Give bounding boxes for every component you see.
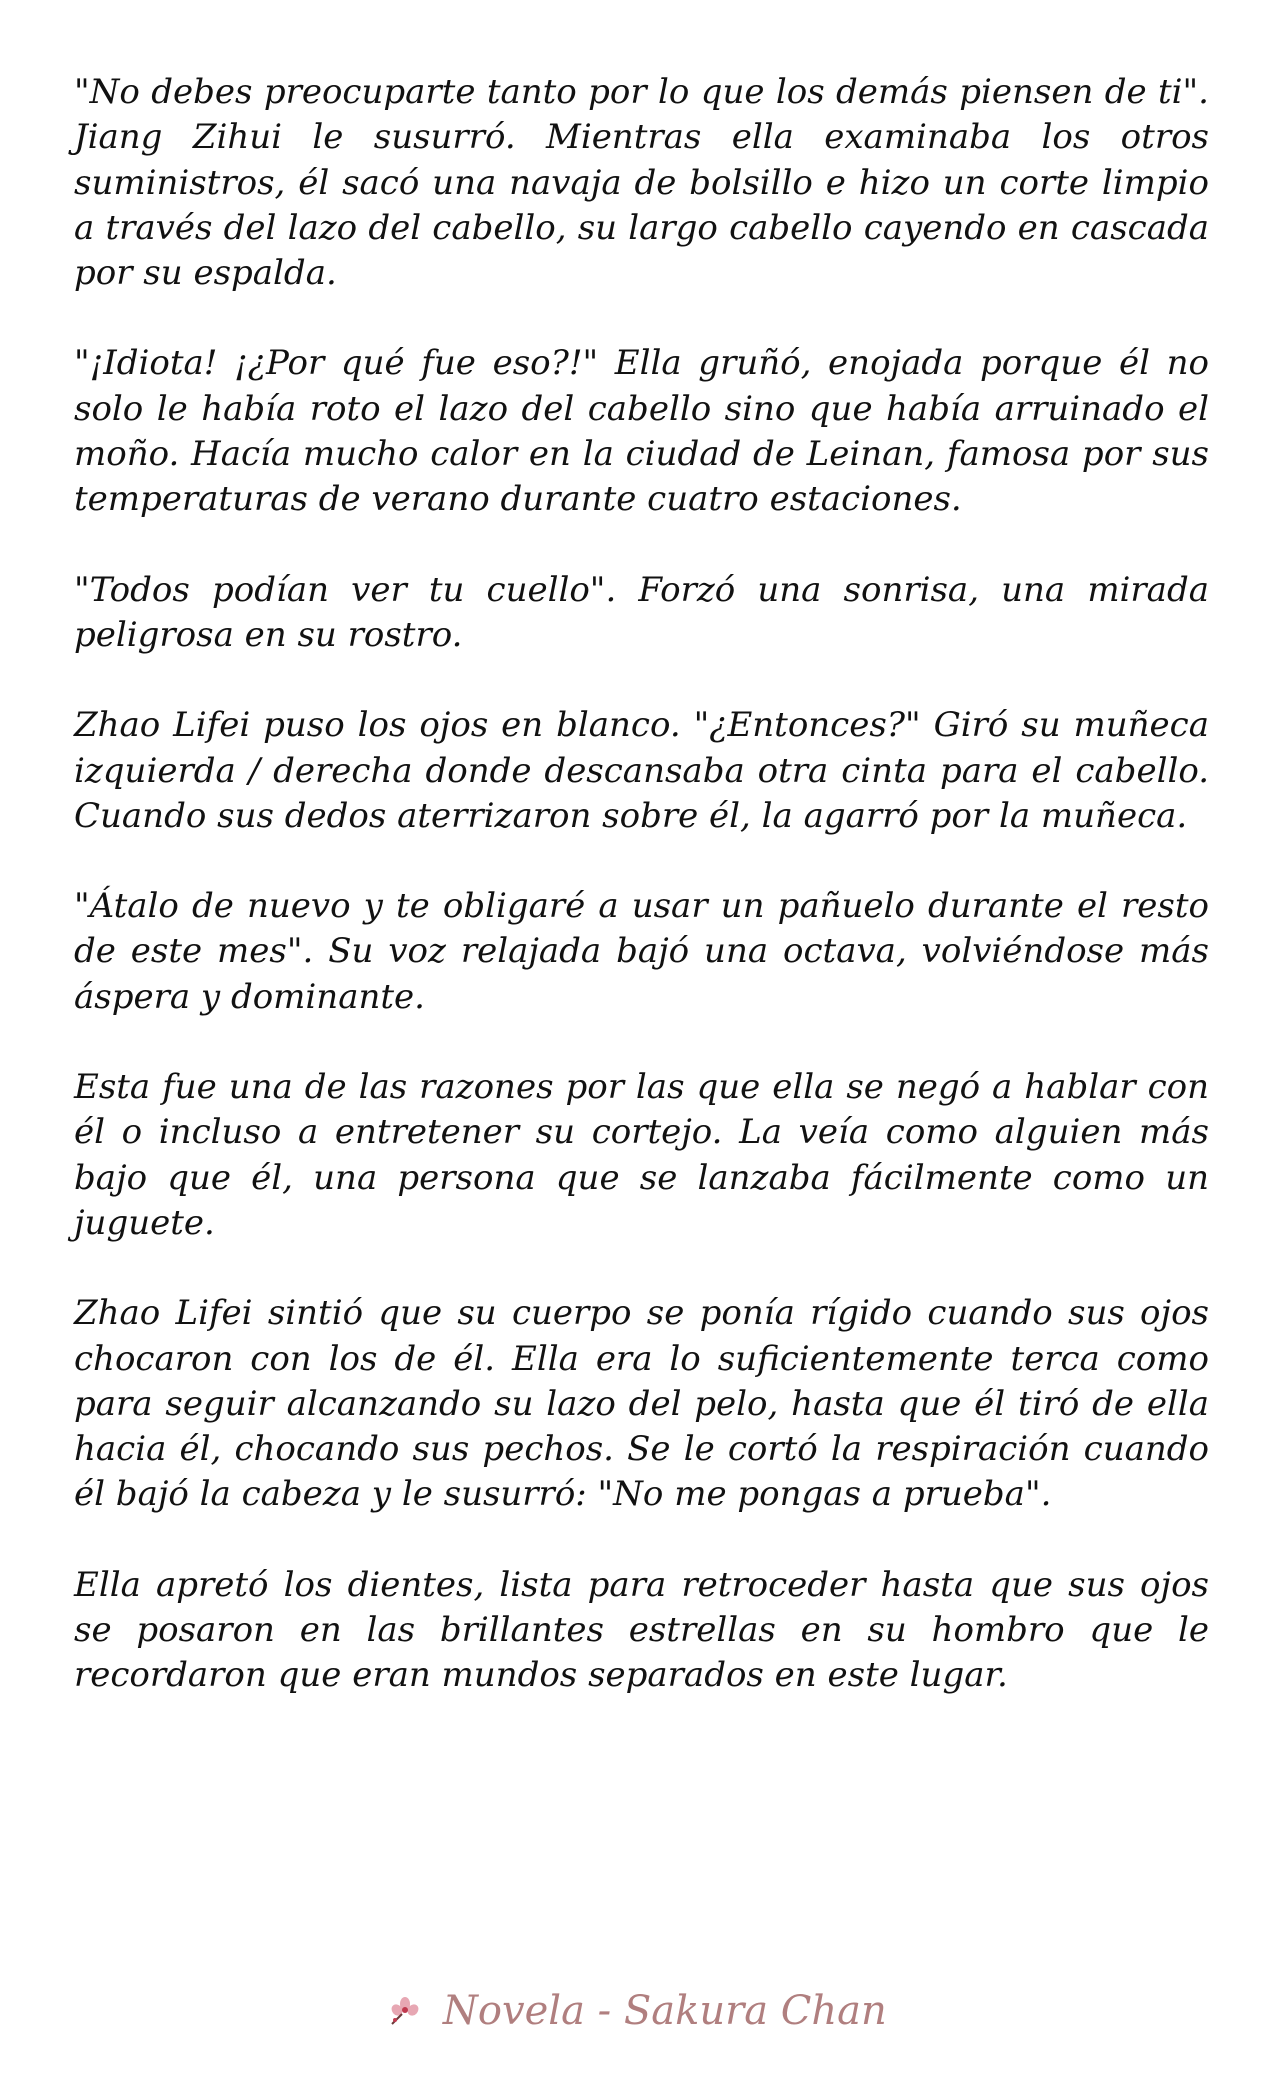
paragraph: "No debes preocuparte tanto por lo que los demás piensen de ti". Jiang Zihui le susurró. Mientras ella examinaba los otros suministros, él sacó una navaja de bolsillo e hizo un corte limpio a través del lazo del cabello, su largo cabello cayendo en cascada por su espalda. [74,72,1209,294]
paragraph: Esta fue una de las razones por las que ella se negó a hablar con él o incluso a entretener su cortejo. La veía como alguien más bajo que él, una persona que se lanzaba fácilmente como un juguete. [74,1067,1209,1243]
document-body [74,70,1209,1744]
paragraph: "Todos podían ver tu cuello". Forzó una sonrisa, una mirada peligrosa en su rostro. [74,569,1209,655]
sakura-flower-icon [388,1990,422,2020]
paragraph: Ella apretó los dientes, lista para retroceder hasta que sus ojos se posaron en las brillantes estrellas en su hombro que le recordaron que eran mundos separados en este lugar. [74,1564,1209,1696]
paragraph: Zhao Lifei sintió que su cuerpo se ponía rígido cuando sus ojos chocaron con los de él. Ella era lo suficientemente terca como para seguir alcanzando su lazo del pelo, hasta que él tiró de ella hacia él, chocando sus pechos. Se le cortó la respiración cuando él bajó la cabeza y le susurró: "No me pongas a prueba". [74,1293,1209,1515]
paragraph: "Átalo de nuevo y te obligaré a usar un pañuelo durante el resto de este mes". Su voz relajada bajó una octava, volviéndose más áspera y dominante. [74,886,1209,1017]
footer-text: Novela - Sakura Chan [442,1988,887,2034]
watermark-footer [0,1988,1275,2034]
paragraph: Zhao Lifei puso los ojos en blanco. "¿Entonces?" Giró su muñeca izquierda / derecha donde descansaba otra cinta para el cabello. Cuando sus dedos aterrizaron sobre él, la agarró por la muñeca. [74,705,1209,836]
paragraph: "¡Idiota! ¡¿Por qué fue eso?!" Ella gruñó, enojada porque él no solo le había roto el lazo del cabello sino que había arruinado el moño. Hacía mucho calor en la ciudad de Leinan, famosa por sus temperaturas de verano durante cuatro estaciones. [74,343,1209,520]
